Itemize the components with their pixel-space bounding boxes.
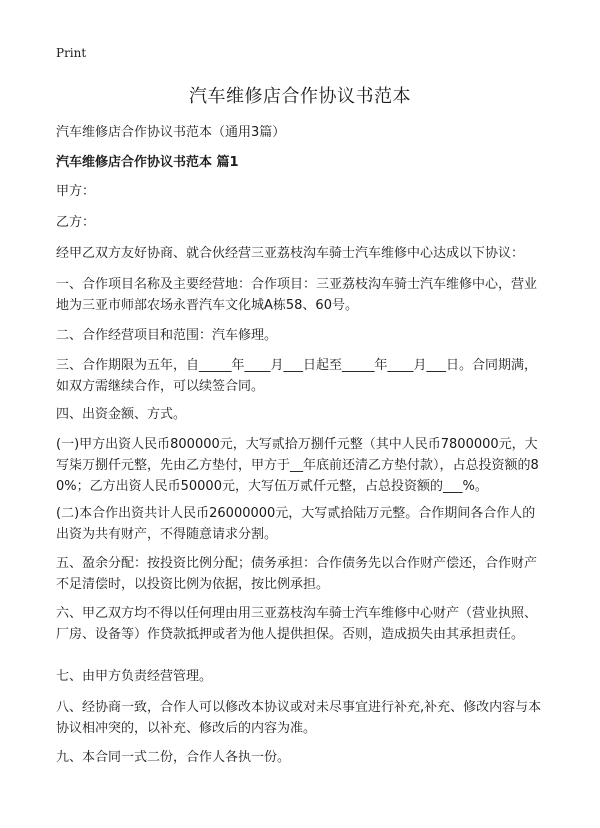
paragraph-party-a: 甲方： — [56, 184, 96, 199]
paragraph-clause-3: 三、合作期限为五年，自_____年____月___日起至_____年____月___日。合同期满，如双方需继续合作，可以续签合同。 — [56, 358, 538, 394]
paragraph-clause-8: 八、经协商一致，合作人可以修改本协议或对未尽事宜进行补充,补充、修改内容与本协议相冲突的，以补充、修改后的内容为准。 — [56, 700, 542, 736]
paragraph-clause-7: 七、由甲方负责经营管理。 — [56, 669, 213, 684]
paragraph-party-b: 乙方： — [56, 215, 96, 230]
paragraph-clause-9: 九、本合同一式二份，合作人各执一份。 — [56, 750, 291, 765]
paragraph-clause-4: 四、出资金额、方式。 — [56, 407, 187, 422]
paragraph-clause-2: 二、合作经营项目和范围：汽车修理。 — [56, 328, 278, 343]
paragraph-clause-5: 五、盈余分配：按投资比例分配；债务承担：合作债务先以合作财产偿还，合作财产不足清偿时，以投资比例为依据，按比例承担。 — [56, 556, 538, 592]
paragraph-clause-1: 一、合作项目名称及主要经营地：合作项目：三亚荔枝沟车骑士汽车维修中心，营业地为三亚市师部农场永晋汽车文化城A栋58、60号。 — [56, 277, 538, 313]
paragraph-intro: 经甲乙双方友好协商、就合伙经营三亚荔枝沟车骑士汽车维修中心达成以下协议： — [56, 246, 525, 261]
print-label: Print — [56, 46, 87, 60]
paragraph-clause-4-2: (二)本合作出资共计人民币26000000元，大写贰拾陆万元整。合作期间各合作人的出资为共有财产，不得随意请求分割。 — [56, 506, 536, 542]
document-subtitle: 汽车维修店合作协议书范本（通用3篇） — [56, 125, 286, 140]
document-title: 汽车维修店合作协议书范本 — [189, 86, 411, 107]
paragraph-clause-4-1: (一)甲方出资人民币800000元，大写贰拾万捌仟元整（其中人民币7800000元，大写柒万捌仟元整，先由乙方垫付，甲方于__年底前还清乙方垫付款），占总投资额的80%；乙方出资人民币50000元，大写伍万贰仟元整，占总投资额的___%。 — [56, 437, 539, 494]
section-heading: 汽车维修店合作协议书范本 篇1 — [56, 155, 239, 170]
paragraph-clause-6: 六、甲乙双方均不得以任何理由用三亚荔枝沟车骑士汽车维修中心财产（营业执照、厂房、设备等）作贷款抵押或者为他人提供担保。否则，造成损失由其承担责任。 — [56, 606, 538, 642]
